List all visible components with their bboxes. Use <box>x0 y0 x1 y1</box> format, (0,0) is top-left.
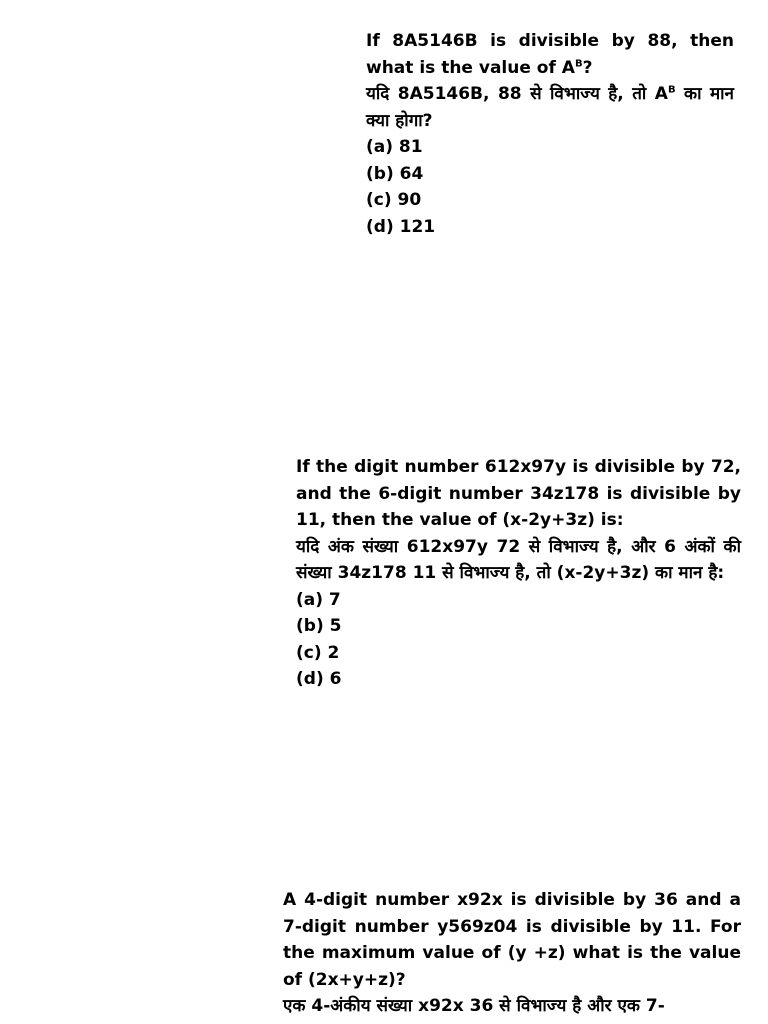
question-1-english-end: ? <box>582 57 593 78</box>
exponent-b: B <box>667 84 676 96</box>
exponent-b: B <box>574 57 583 69</box>
option-c: (c) 2 <box>296 642 340 663</box>
question-1-hindi <box>366 81 734 134</box>
question-3 <box>283 887 741 1020</box>
question-2-hindi: यदि अंक संख्या 612x97y 72 से विभाज्य है, और 6 अंकों की संख्या 34z178 11 से विभाज्य है, तो (x-2y+3z) का मान है: <box>296 536 741 583</box>
option-b: (b) 5 <box>296 616 342 636</box>
option-d: (d) 121 <box>366 216 436 237</box>
question-1 <box>366 28 734 240</box>
option-b: (b) 64 <box>366 163 424 184</box>
question-1-english <box>366 28 734 81</box>
question-1-hindi-end: का मान क्या होगा? <box>366 84 734 131</box>
option-c: (c) 90 <box>366 190 422 210</box>
option-d: (d) 6 <box>296 669 342 689</box>
question-2 <box>296 454 741 693</box>
question-1-english-text: If 8A5146B is divisible by 88, then what is the value of A <box>366 31 734 78</box>
question-3-hindi: एक 4-अंकीय संख्या x92x 36 से विभाज्य है और एक 7- <box>283 996 665 1016</box>
option-a: (a) 81 <box>366 137 423 157</box>
question-3-english: A 4-digit number x92x is divisible by 36 and a 7-digit number y569z04 is divisible by 11. For the maximum value of (y +z) what is the value of (2x+y+z)? <box>283 890 741 990</box>
option-a: (a) 7 <box>296 589 341 610</box>
question-2-english: If the digit number 612x97y is divisible by 72, and the 6-digit number 34z178 is divisible by 11, then the value of (x-2y+3z) is: <box>296 457 741 530</box>
question-1-hindi-text: यदि 8A5146B, 88 से विभाज्य है, तो A <box>366 84 668 104</box>
